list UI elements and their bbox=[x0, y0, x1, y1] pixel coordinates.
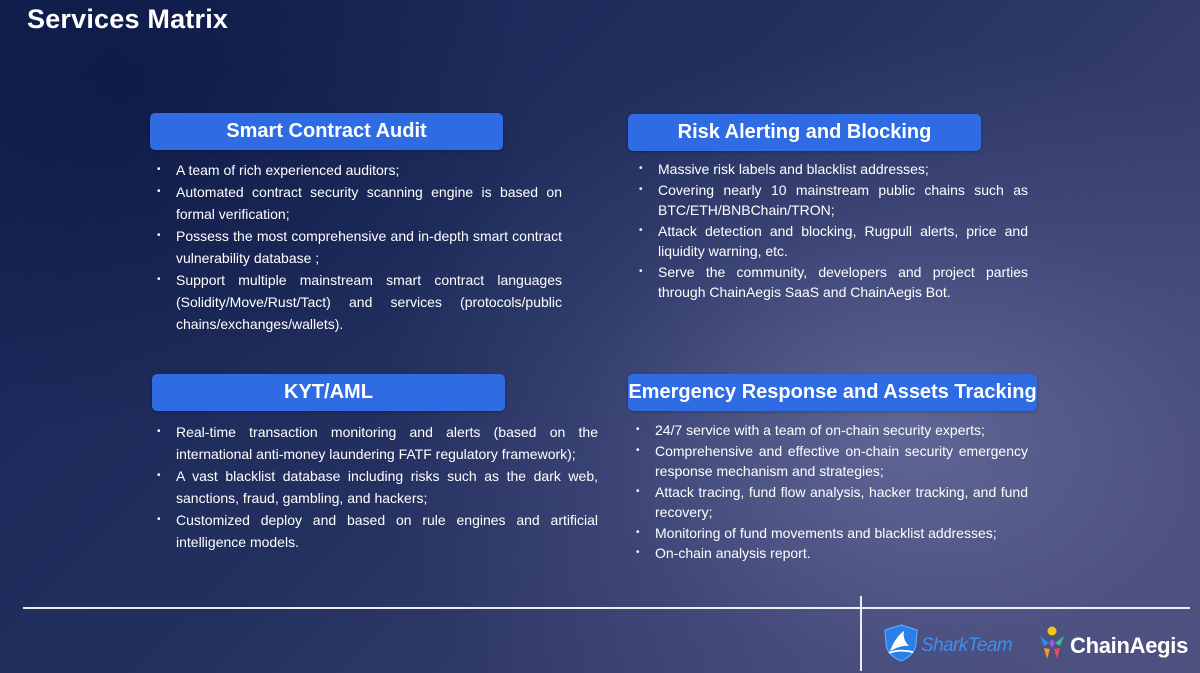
list-item: • Possess the most comprehensive and in-depth smart contract vulnerability database ; bbox=[154, 225, 562, 269]
footer-divider-vertical bbox=[860, 596, 862, 671]
sharkteam-wordmark: SharkTeam bbox=[921, 634, 1013, 656]
risk-alerting-heading: Risk Alerting and Blocking bbox=[628, 114, 981, 151]
shark-shield-icon bbox=[883, 624, 919, 667]
list-item: • Support multiple mainstream smart contract languages (Solidity/Move/Rust/Tact) and services (protocols/public chains/exchanges/wallets). bbox=[154, 269, 562, 335]
list-item: • Real-time transaction monitoring and alerts (based on the international anti-money laundering FATF regulatory framework); bbox=[154, 421, 598, 465]
chainaegis-logo bbox=[1038, 626, 1188, 665]
list-item: • Serve the community, developers and project parties through ChainAegis SaaS and ChainAegis Bot. bbox=[636, 262, 1028, 303]
kyt-aml-heading: KYT/AML bbox=[152, 374, 505, 411]
emergency-response-heading: Emergency Response and Assets Tracking bbox=[628, 374, 1037, 411]
chainaegis-figure-icon bbox=[1038, 626, 1066, 665]
list-item: • Massive risk labels and blacklist addresses; bbox=[636, 159, 1028, 180]
list-item: • A vast blacklist database including risks such as the dark web, sanctions, fraud, gambling, and hackers; bbox=[154, 465, 598, 509]
list-item: • Customized deploy and based on rule engines and artificial intelligence models. bbox=[154, 509, 598, 553]
list-item: • 24/7 service with a team of on-chain security experts; bbox=[633, 420, 1028, 441]
list-item: • Attack tracing, fund flow analysis, hacker tracking, and fund recovery; bbox=[633, 482, 1028, 523]
list-item: • Attack detection and blocking, Rugpull alerts, price and liquidity warning, etc. bbox=[636, 221, 1028, 262]
list-item: • On-chain analysis report. bbox=[633, 543, 1028, 564]
smart-contract-audit-heading: Smart Contract Audit bbox=[150, 113, 503, 150]
list-item: • Comprehensive and effective on-chain security emergency response mechanism and strategies; bbox=[633, 441, 1028, 482]
footer-divider-horizontal bbox=[23, 607, 1190, 609]
emergency-response-list bbox=[633, 420, 1028, 564]
list-item: • Automated contract security scanning engine is based on formal verification; bbox=[154, 181, 562, 225]
kyt-aml-list bbox=[154, 421, 598, 553]
list-item: • Covering nearly 10 mainstream public chains such as BTC/ETH/BNBChain/TRON; bbox=[636, 180, 1028, 221]
chainaegis-wordmark: ChainAegis bbox=[1070, 632, 1189, 658]
page-title: Services Matrix bbox=[27, 4, 229, 34]
sharkteam-logo bbox=[883, 624, 1012, 667]
risk-alerting-list bbox=[636, 159, 1028, 303]
list-item: • A team of rich experienced auditors; bbox=[154, 159, 562, 181]
list-item: • Monitoring of fund movements and blacklist addresses; bbox=[633, 523, 1028, 544]
smart-contract-audit-list bbox=[154, 159, 562, 335]
